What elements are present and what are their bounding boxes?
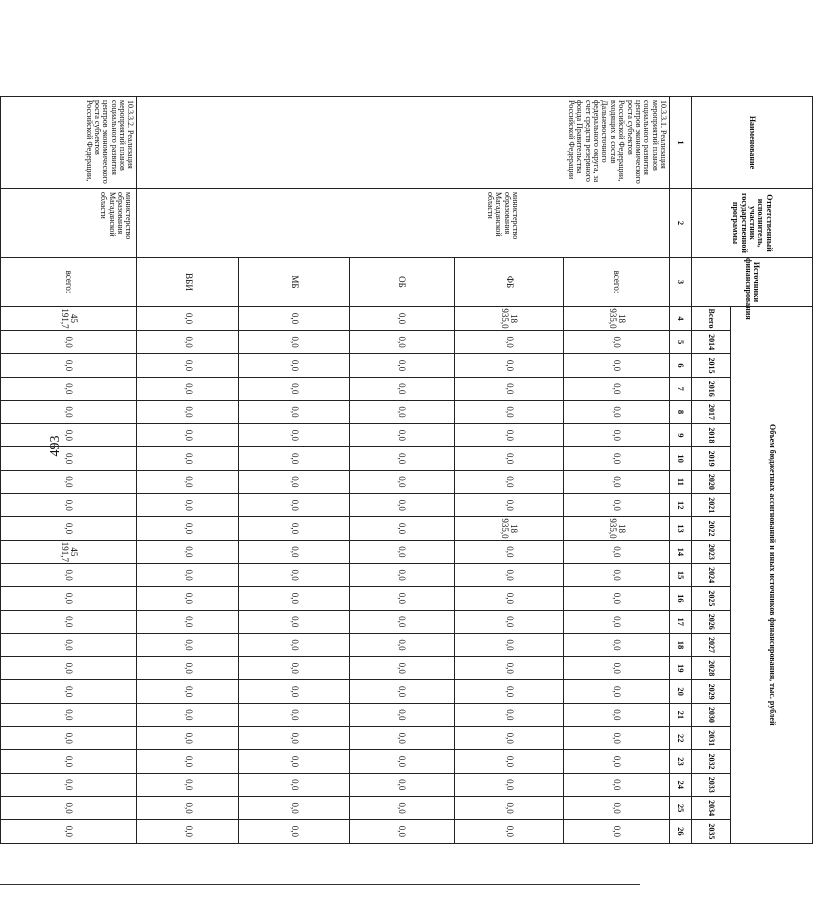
table-cell: 0,0 <box>239 424 349 447</box>
column-number: 2 <box>670 189 692 258</box>
header-year: 2026 <box>691 610 730 633</box>
column-number: 1 <box>670 97 692 189</box>
column-number: 16 <box>670 587 692 610</box>
header-year: 2027 <box>691 633 730 656</box>
row-source: ФБ <box>454 258 563 307</box>
table-cell: 0,0 <box>137 447 239 470</box>
row-name: 10.3.3.2. Реализация мероприятий планов социального развития центров экономического роста субъектов Российской Федерации, <box>1 97 137 189</box>
header-year: 2016 <box>691 377 730 400</box>
table-cell: 0,0 <box>564 563 670 586</box>
table-cell: 0,0 <box>454 680 563 703</box>
column-number: 8 <box>670 400 692 423</box>
table-cell: 0,0 <box>239 657 349 680</box>
table-cell: 0,0 <box>564 703 670 726</box>
column-number: 15 <box>670 563 692 586</box>
table-cell: 0,0 <box>137 400 239 423</box>
column-number: 23 <box>670 750 692 773</box>
table-cell: 0,0 <box>1 820 137 843</box>
table-cell: 0,0 <box>1 703 137 726</box>
column-number: 5 <box>670 331 692 354</box>
table-cell: 0,0 <box>564 354 670 377</box>
page-number: 493 <box>48 435 63 457</box>
table-cell: 0,0 <box>564 680 670 703</box>
table-cell: 0,0 <box>239 703 349 726</box>
row-total: 18 935,0 <box>454 307 563 331</box>
table-cell: 0,0 <box>137 470 239 493</box>
table-cell: 0,0 <box>349 750 454 773</box>
column-number: 13 <box>670 517 692 540</box>
table-cell: 0,0 <box>1 494 137 517</box>
header-year: 2014 <box>691 331 730 354</box>
table-cell: 0,0 <box>239 773 349 796</box>
table-cell: 0,0 <box>454 820 563 843</box>
table-cell: 0,0 <box>137 633 239 656</box>
table-cell: 0,0 <box>564 470 670 493</box>
column-number: 17 <box>670 610 692 633</box>
header-year: 2015 <box>691 354 730 377</box>
table-cell: 0,0 <box>454 633 563 656</box>
row-source: МБ <box>239 258 349 307</box>
table-cell: 0,0 <box>454 796 563 819</box>
table-cell: 0,0 <box>1 377 137 400</box>
row-name: 10.3.3.1. Реализация мероприятий планов социального развития центров экономического роста субъектов Российской Федерации, входящих в состав Дальневосточного федерального округа, за счет средств резервного фонда Правительства Российской Федерации <box>137 97 670 189</box>
column-number: 19 <box>670 657 692 680</box>
header-total: Всего <box>691 307 730 331</box>
column-number: 24 <box>670 773 692 796</box>
header-year: 2022 <box>691 517 730 540</box>
header-year: 2028 <box>691 657 730 680</box>
table-cell: 0,0 <box>564 773 670 796</box>
row-source: ВБИ <box>137 258 239 307</box>
column-number: 12 <box>670 494 692 517</box>
table-cell: 0,0 <box>454 750 563 773</box>
table-cell: 0,0 <box>564 540 670 563</box>
table-cell: 0,0 <box>137 517 239 540</box>
table-cell: 0,0 <box>564 494 670 517</box>
table-cell: 0,0 <box>454 587 563 610</box>
column-number: 7 <box>670 377 692 400</box>
rotated-table-container <box>0 96 813 840</box>
column-number: 10 <box>670 447 692 470</box>
table-cell: 0,0 <box>349 610 454 633</box>
table-cell: 0,0 <box>1 750 137 773</box>
footer-rule <box>0 884 640 885</box>
row-total: 0,0 <box>349 307 454 331</box>
table-cell: 0,0 <box>137 820 239 843</box>
table-cell: 0,0 <box>137 703 239 726</box>
table-cell: 0,0 <box>564 377 670 400</box>
header-year: 2031 <box>691 727 730 750</box>
table-cell: 0,0 <box>1 354 137 377</box>
table-cell: 0,0 <box>239 447 349 470</box>
table-cell: 0,0 <box>1 447 137 470</box>
table-cell: 0,0 <box>564 633 670 656</box>
table-cell: 0,0 <box>137 727 239 750</box>
table-cell: 0,0 <box>564 400 670 423</box>
header-name: Наименование <box>691 97 812 189</box>
table-cell: 0,0 <box>1 517 137 540</box>
table-cell: 0,0 <box>239 540 349 563</box>
row-total: 18 935,0 <box>564 307 670 331</box>
table-cell: 0,0 <box>349 354 454 377</box>
table-cell: 0,0 <box>349 377 454 400</box>
table-cell: 0,0 <box>239 587 349 610</box>
table-cell: 0,0 <box>239 400 349 423</box>
header-year: 2032 <box>691 750 730 773</box>
table-cell: 0,0 <box>239 494 349 517</box>
row-executor: министерство образования Магаданской области <box>137 189 670 258</box>
table-cell: 0,0 <box>239 610 349 633</box>
table-cell: 0,0 <box>454 331 563 354</box>
table-cell: 0,0 <box>564 610 670 633</box>
table-cell: 45 191,7 <box>1 540 137 563</box>
table-cell: 0,0 <box>349 540 454 563</box>
column-number: 22 <box>670 727 692 750</box>
table-cell: 0,0 <box>454 470 563 493</box>
table-cell: 0,0 <box>454 610 563 633</box>
table-cell: 0,0 <box>137 377 239 400</box>
table-cell: 0,0 <box>349 517 454 540</box>
table-cell: 0,0 <box>137 563 239 586</box>
table-cell: 0,0 <box>1 633 137 656</box>
table-cell: 0,0 <box>564 331 670 354</box>
table-cell: 0,0 <box>137 494 239 517</box>
table-cell: 0,0 <box>349 587 454 610</box>
column-number: 14 <box>670 540 692 563</box>
table-cell: 0,0 <box>564 727 670 750</box>
header-source: Источники финансирования <box>691 258 812 307</box>
header-year: 2020 <box>691 470 730 493</box>
column-number: 26 <box>670 820 692 843</box>
table-cell: 0,0 <box>349 447 454 470</box>
table-cell: 0,0 <box>564 750 670 773</box>
table-cell: 0,0 <box>239 331 349 354</box>
table-cell: 0,0 <box>239 633 349 656</box>
table-cell: 0,0 <box>1 657 137 680</box>
table-cell: 0,0 <box>1 563 137 586</box>
table-cell: 0,0 <box>454 494 563 517</box>
header-year: 2029 <box>691 680 730 703</box>
header-year: 2019 <box>691 447 730 470</box>
table-cell: 0,0 <box>454 727 563 750</box>
table-cell: 0,0 <box>1 331 137 354</box>
table-cell: 0,0 <box>349 657 454 680</box>
table-cell: 0,0 <box>239 820 349 843</box>
header-year: 2017 <box>691 400 730 423</box>
table-cell: 0,0 <box>239 750 349 773</box>
table-cell: 0,0 <box>349 796 454 819</box>
table-cell: 0,0 <box>137 354 239 377</box>
row-total: 45 191,7 <box>1 307 137 331</box>
table-cell: 0,0 <box>564 796 670 819</box>
row-source: всего: <box>1 258 137 307</box>
header-year: 2035 <box>691 820 730 843</box>
table-cell: 0,0 <box>137 750 239 773</box>
column-number: 3 <box>670 258 692 307</box>
table-cell: 0,0 <box>1 587 137 610</box>
table-cell: 0,0 <box>564 657 670 680</box>
table-cell: 0,0 <box>454 354 563 377</box>
table-cell: 0,0 <box>1 680 137 703</box>
table-cell: 18 935,0 <box>564 517 670 540</box>
row-total: 0,0 <box>239 307 349 331</box>
table-cell: 0,0 <box>349 470 454 493</box>
table-cell: 0,0 <box>239 727 349 750</box>
table-row <box>1 97 137 844</box>
row-source: всего: <box>564 258 670 307</box>
table-cell: 0,0 <box>349 563 454 586</box>
table-cell: 0,0 <box>1 470 137 493</box>
header-year: 2023 <box>691 540 730 563</box>
table-cell: 0,0 <box>454 447 563 470</box>
table-cell: 0,0 <box>137 796 239 819</box>
column-number: 18 <box>670 633 692 656</box>
table-cell: 0,0 <box>349 773 454 796</box>
table-cell: 0,0 <box>1 400 137 423</box>
table-cell: 0,0 <box>349 331 454 354</box>
table-cell: 0,0 <box>1 796 137 819</box>
table-cell: 0,0 <box>239 680 349 703</box>
column-number: 20 <box>670 680 692 703</box>
table-cell: 0,0 <box>564 820 670 843</box>
table-cell: 0,0 <box>349 727 454 750</box>
row-total: 0,0 <box>137 307 239 331</box>
table-cell: 0,0 <box>349 633 454 656</box>
table-cell: 0,0 <box>1 424 137 447</box>
column-number: 4 <box>670 307 692 331</box>
table-cell: 0,0 <box>454 540 563 563</box>
table-cell: 0,0 <box>564 447 670 470</box>
header-year: 2025 <box>691 587 730 610</box>
table-cell: 0,0 <box>239 470 349 493</box>
table-cell: 0,0 <box>137 773 239 796</box>
table-cell: 18 935,0 <box>454 517 563 540</box>
table-row <box>564 97 670 844</box>
header-year: 2024 <box>691 563 730 586</box>
table-cell: 0,0 <box>239 796 349 819</box>
table-cell: 0,0 <box>1 773 137 796</box>
table-cell: 0,0 <box>454 424 563 447</box>
table-cell: 0,0 <box>239 377 349 400</box>
row-source: ОБ <box>349 258 454 307</box>
table-cell: 0,0 <box>137 331 239 354</box>
column-number: 11 <box>670 470 692 493</box>
table-cell: 0,0 <box>137 680 239 703</box>
column-number: 25 <box>670 796 692 819</box>
table-cell: 0,0 <box>349 424 454 447</box>
table-cell: 0,0 <box>564 424 670 447</box>
table-cell: 0,0 <box>454 703 563 726</box>
table-cell: 0,0 <box>239 517 349 540</box>
table-cell: 0,0 <box>239 563 349 586</box>
financing-table <box>0 96 813 844</box>
table-cell: 0,0 <box>349 680 454 703</box>
header-year: 2021 <box>691 494 730 517</box>
table-cell: 0,0 <box>349 820 454 843</box>
table-cell: 0,0 <box>349 494 454 517</box>
table-cell: 0,0 <box>564 587 670 610</box>
column-number: 9 <box>670 424 692 447</box>
table-cell: 0,0 <box>1 727 137 750</box>
table-cell: 0,0 <box>137 587 239 610</box>
table-cell: 0,0 <box>1 610 137 633</box>
table-cell: 0,0 <box>349 400 454 423</box>
table-cell: 0,0 <box>454 377 563 400</box>
header-volume: Объем бюджетных ассигнований и иных источников финансирования, тыс. рублей <box>730 307 812 844</box>
header-year: 2018 <box>691 424 730 447</box>
table-cell: 0,0 <box>137 657 239 680</box>
column-number: 6 <box>670 354 692 377</box>
column-number: 21 <box>670 703 692 726</box>
table-cell: 0,0 <box>454 563 563 586</box>
table-cell: 0,0 <box>239 354 349 377</box>
table-cell: 0,0 <box>349 703 454 726</box>
row-executor: министерство образования Магаданской области <box>1 189 137 258</box>
table-cell: 0,0 <box>454 400 563 423</box>
table-cell: 0,0 <box>137 540 239 563</box>
table-cell: 0,0 <box>454 657 563 680</box>
table-cell: 0,0 <box>137 610 239 633</box>
header-executor: Ответственный исполнитель, участник государственной программы <box>691 189 812 258</box>
table-cell: 0,0 <box>137 424 239 447</box>
header-year: 2034 <box>691 796 730 819</box>
header-year: 2033 <box>691 773 730 796</box>
header-year: 2030 <box>691 703 730 726</box>
table-cell: 0,0 <box>454 773 563 796</box>
